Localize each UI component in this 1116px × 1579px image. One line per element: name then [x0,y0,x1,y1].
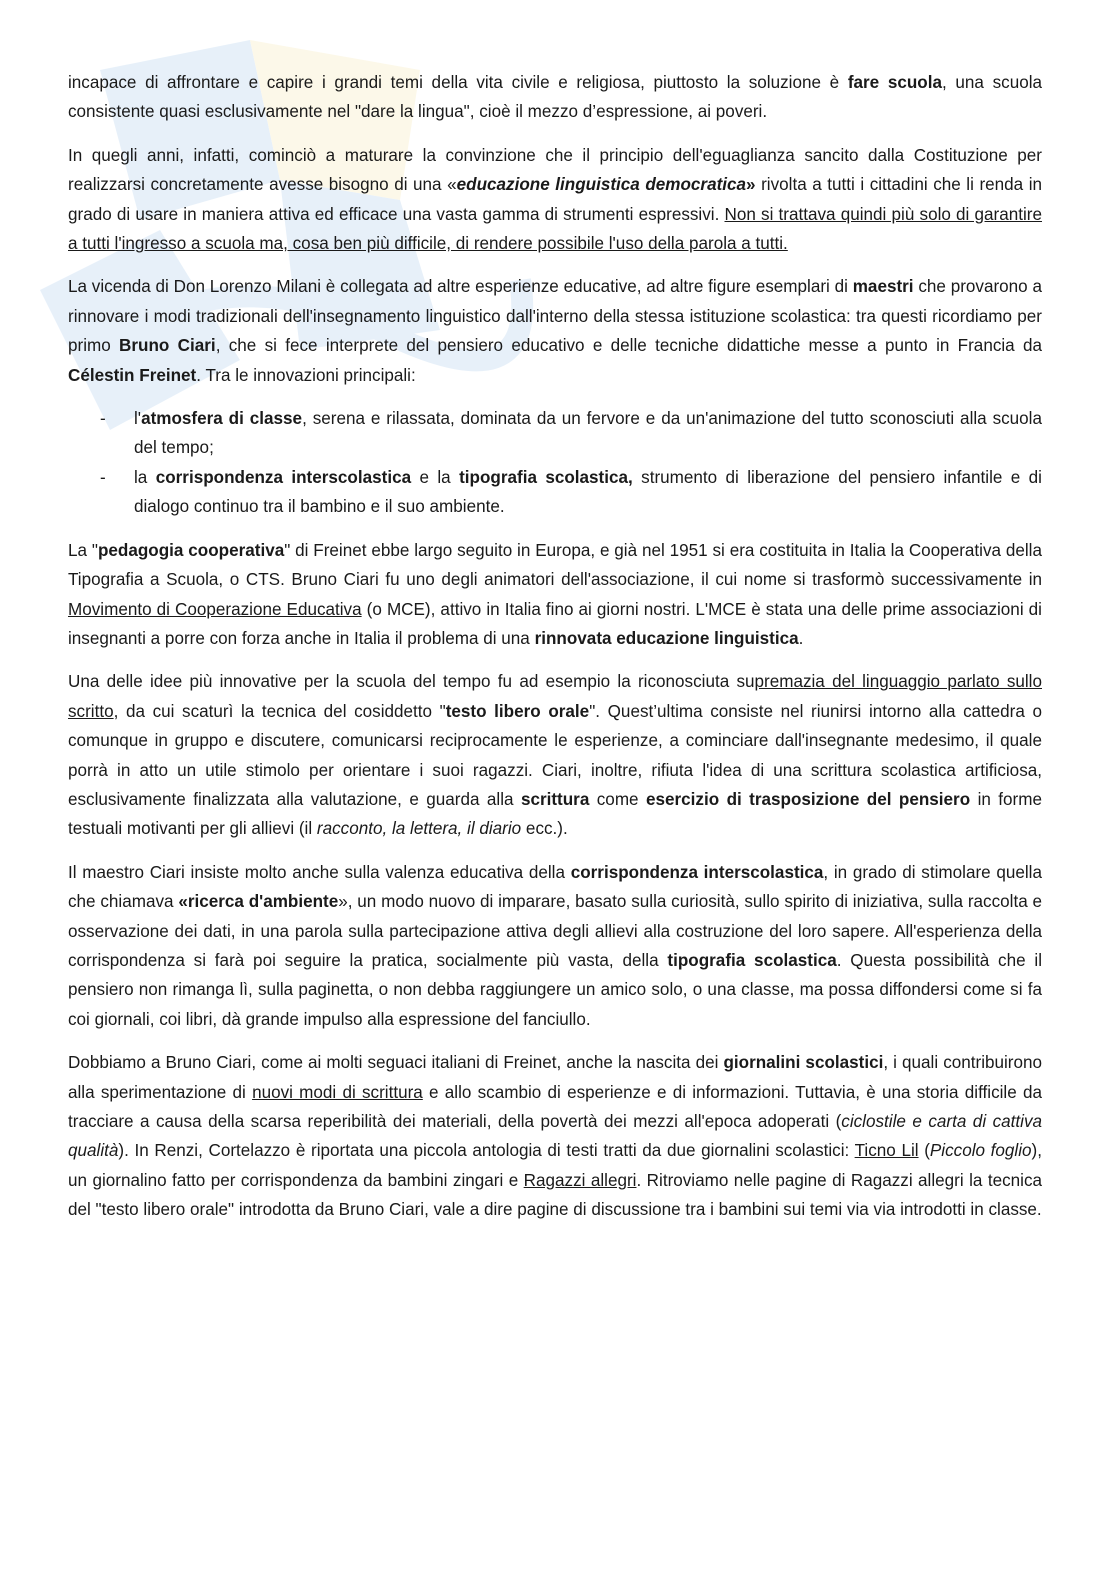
underlined-text: nuovi modi di scrittura [252,1082,423,1102]
text-span: " di Freinet ebbe largo seguito in Europa, e già nel 1951 si era costituita in Italia la Cooperativa della Tipografia a Scuola, o CTS. Bruno Ciari fu uno degli animatori dell'associazione, il cui nome si trasformò successivamente in [68,540,1042,590]
bold-text: pedagogia cooperativa [97,540,285,560]
text-span: . [798,628,804,648]
text-span: e la [411,467,460,487]
paragraph-7 [68,1048,1042,1224]
text-span: La vicenda di Don Lorenzo Milani è collegata ad altre esperienze educative, ad altre figure esemplari di [68,277,853,297]
bold-text: atmosfera di classe [141,409,303,429]
bold-text: fare scuola [847,73,942,92]
bold-text: maestri [852,277,914,297]
text-span: come [589,789,646,809]
list-item [68,404,1042,463]
bold-italic-text: educazione linguistica democratica [456,175,747,195]
text-span: , serena e rilassata, dominata da un fervore e da un'animazione del tutto sconosciuti alla scuola del tempo; [134,409,1042,458]
text-span: , i quali contribuirono alla sperimentazione di [68,1053,1043,1102]
text-span: in forme testuali motivanti per gli allievi (il [68,789,1042,839]
paragraph-4 [68,536,1042,654]
text-span: , da cui scaturì la tecnica del cosiddetto " [113,701,446,721]
text-span: e allo scambio di esperienze e di informazioni. Tuttavia, è una storia difficile da tracciare a causa della scarsa reperibilità dei materiali, della povertà dei mezzi all'epoca adoperati ( [68,1082,1042,1131]
paragraph-2 [68,141,1042,259]
bold-text: corrispondenza interscolastica [570,862,824,882]
text-span: , che si fece interprete del pensiero educativo e delle tecniche didattiche messe a punto in Francia da [215,336,1042,356]
text-span: , in grado di stimolare quella che chiamava [68,862,1042,912]
underlined-text: premazia del linguaggio parlato sullo scritto [68,672,1042,721]
text-span: che provarono a rinnovare i modi tradizionali dell'insegnamento linguistico dall'interno della stessa istituzione scolastica: tra questi ricordiamo per primo [68,277,1042,356]
underlined-text: Ticno Lil [854,1141,919,1161]
underlined-text: Ragazzi allegri [523,1170,637,1190]
bold-text: corrispondenza interscolastica [155,467,412,487]
text-span: incapace di affrontare e capire i grandi temi della vita civile e religiosa, piuttosto la soluzione è [68,73,848,92]
bold-text: giornalini scolastici [723,1053,884,1073]
text-span: . Questa possibilità che il pensiero non rimanga lì, sulla paginetta, o non debba raggiungere un amico solo, o una classe, ma possa diffondersi come si fa coi giornali, coi libri, dà grande impulso alla espressione del fanciullo. [68,950,1042,1029]
text-span: », un modo nuovo di imparare, basato sulla curiosità, sullo spirito di iniziativa, sulla raccolta e osservazione dei dati, in una parola sulla partecipazione attiva degli allievi alla costruzione del loro sapere. All'esperienza della corrispondenza si farà poi seguire la pratica, socialmente più vasta, della [68,892,1042,970]
italic-text: ciclostile e carta di cattiva qualità [68,1112,1042,1161]
text-span: Dobbiamo a Bruno Ciari, come ai molti seguaci italiani di Freinet, anche la nascita dei [68,1053,724,1073]
bold-text: tipografia scolastica [667,950,837,970]
text-span: Il maestro Ciari insiste molto anche sulla valenza educativa della [68,862,571,882]
bold-text: scrittura [520,789,590,809]
bold-text: rinnovata educazione linguistica [534,628,799,648]
text-span: (o MCE), attivo in Italia fino ai giorni nostri. L'MCE è stata una delle prime associazioni di insegnanti a porre con forza anche in Italia il problema di una [68,599,1042,648]
text-span: In quegli anni, infatti, cominciò a maturare la convinzione che il principio dell'eguaglianza sancito dalla Costituzione per realizzarsi concretamente avesse bisogno di una « [68,145,1042,195]
paragraph-5 [68,667,1042,843]
text-span: la [134,467,156,487]
bold-text: «ricerca d'ambiente [178,892,339,912]
bold-text: testo libero orale [445,701,590,721]
innovations-list [68,404,1042,522]
bold-text: esercizio di trasposizione del pensiero [645,789,971,809]
paragraph-3 [68,272,1042,390]
text-span: ecc.). [521,819,568,839]
italic-text: Piccolo foglio [929,1141,1032,1161]
text-span: strumento di liberazione del pensiero infantile e di dialogo continuo tra il bambino e il suo ambiente. [134,467,1042,517]
text-span: ). In Renzi, Cortelazzo è riportata una piccola antologia di testi tratti da due giornalini scolastici: [118,1141,855,1161]
text-span: . Tra le innovazioni principali: [196,365,416,385]
bold-text: tipografia scolastica, [459,467,633,487]
underlined-text: Non si trattava quindi più solo di garantire a tutti l'ingresso a scuola ma, cosa ben più difficile, di rendere possibile l'uso della parola a tutti. [68,204,1042,254]
text-span: Una delle idee più innovative per la scuola del tempo fu ad esempio la riconosciuta su [68,672,755,692]
text-span: ". Quest’ultima consiste nel riunirsi intorno alla cattedra o comunque in gruppo e discutere, comunicarsi reciprocamente le esperienze, a cominciare dall'insegnante medesimo, il quale porrà in atto un utile stimolo per orientare i suoi ragazzi. Ciari, inoltre, rifiuta l'idea di una scrittura scolastica artificiosa, esclusivamente finalizzata alla valutazione, e guarda alla [68,701,1042,809]
bold-text: » [746,175,756,195]
paragraph-6 [68,858,1042,1034]
text-span: , una scuola consistente quasi esclusivamente nel "dare la lingua", cioè il mezzo d’espressione, ai poveri. [68,73,1043,122]
paragraph-1 [68,68,1042,127]
text-span: . Ritroviamo nelle pagine di Ragazzi allegri la tecnica del "testo libero orale" introdotta da Bruno Ciari, vale a dire pagine di discussione tra i bambini sui temi via via introdotti in classe. [68,1170,1043,1220]
dash-bullet: - [100,467,106,487]
text-span: ( [918,1141,930,1161]
document-page [68,68,1042,1239]
underlined-text: Movimento di Cooperazione Educativa [68,599,362,619]
bold-text: Célestin Freinet [68,365,197,385]
list-item [68,463,1042,522]
text-span: l' [134,409,142,429]
text-span: rivolta a tutti i cittadini che li renda in grado di usare in maniera attiva ed efficace una vasta gamma di strumenti espressivi. [68,175,1043,224]
italic-text: racconto, la lettera, il diario [316,819,522,839]
text-span: ), un giornalino fatto per corrispondenza da bambini zingari e [68,1141,1042,1190]
bold-text: Bruno Ciari [119,336,216,356]
text-span: La " [68,540,98,560]
dash-bullet: - [100,409,106,429]
